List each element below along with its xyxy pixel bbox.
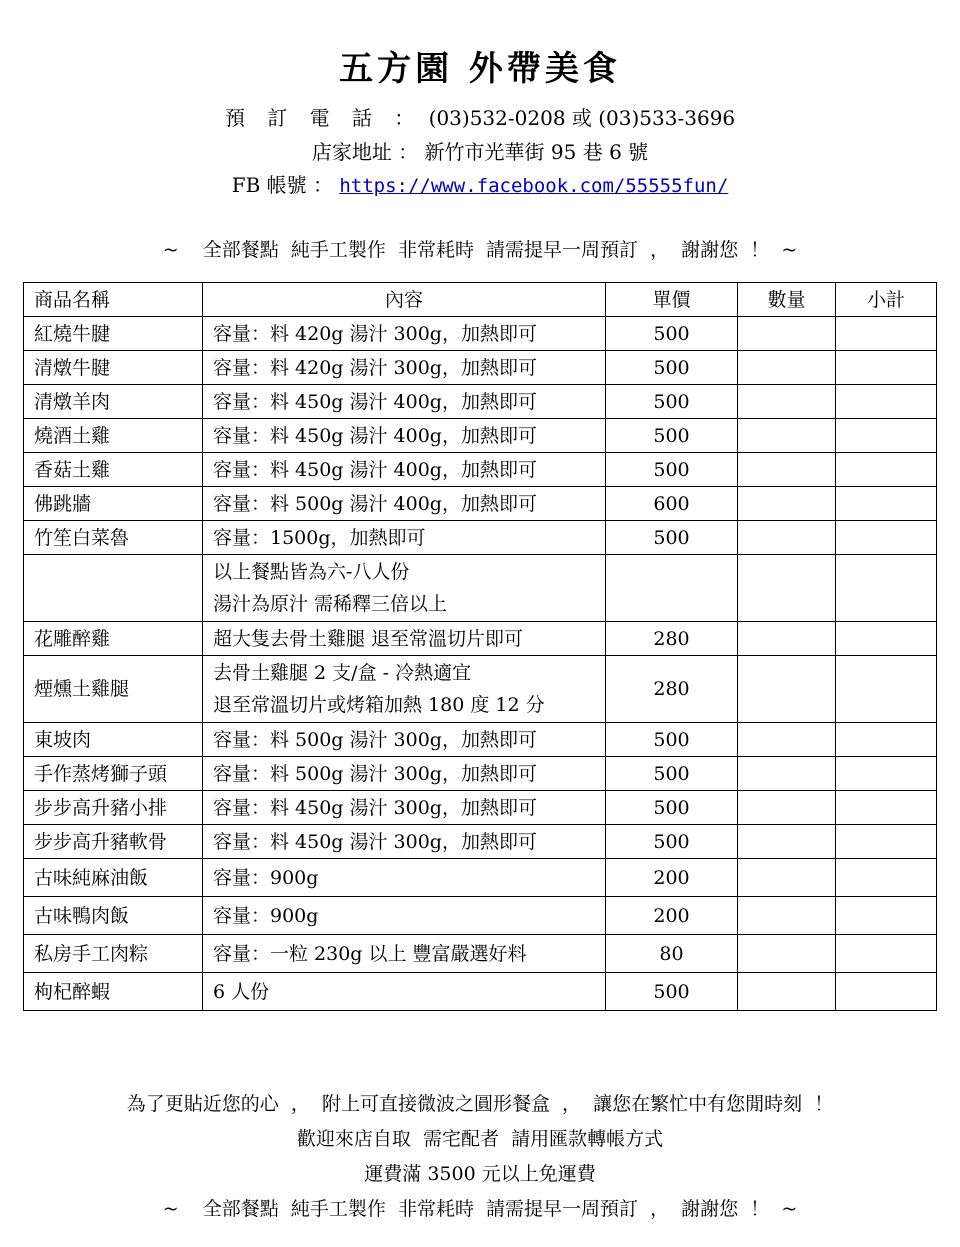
item-subtotal-cell xyxy=(836,622,937,656)
item-content-line: 容量：料 500g 湯汁 300g，加熱即可 xyxy=(213,762,537,785)
table-row xyxy=(24,825,937,859)
item-price-cell: 500 xyxy=(606,973,738,1011)
item-price-cell xyxy=(606,555,738,622)
item-content-cell xyxy=(203,859,606,897)
item-content-line: 退至常溫切片或烤箱加熱 180 度 12 分 xyxy=(213,694,545,716)
item-quantity-cell[interactable] xyxy=(738,935,836,973)
item-content-cell xyxy=(203,453,606,487)
item-name-cell: 步步高升豬小排 xyxy=(24,791,203,825)
table-row xyxy=(24,419,937,453)
item-subtotal-cell xyxy=(836,935,937,973)
item-price-cell: 280 xyxy=(606,622,738,656)
item-subtotal-cell xyxy=(836,897,937,935)
item-quantity-cell[interactable] xyxy=(738,419,836,453)
item-price-cell: 80 xyxy=(606,935,738,973)
item-price-cell: 500 xyxy=(606,757,738,791)
table-row xyxy=(24,453,937,487)
table-row xyxy=(24,351,937,385)
item-name-cell: 香菇土雞 xyxy=(24,453,203,487)
facebook-label: FB 帳號 ： xyxy=(231,173,333,197)
table-row xyxy=(24,723,937,757)
item-name-cell: 竹笙白菜魯 xyxy=(24,521,203,555)
item-content-cell xyxy=(203,791,606,825)
footer-notes xyxy=(0,1087,960,1227)
item-quantity-cell[interactable] xyxy=(738,723,836,757)
item-content-line: 容量：1500g，加熱即可 xyxy=(213,526,426,549)
address-label: 店家地址 ： xyxy=(311,140,419,164)
item-quantity-cell[interactable] xyxy=(738,825,836,859)
item-price-cell: 280 xyxy=(606,656,738,723)
item-content-line: 6 人份 xyxy=(213,980,270,1003)
item-content-cell xyxy=(203,622,606,656)
item-content-cell xyxy=(203,521,606,555)
item-name-cell: 步步高升豬軟骨 xyxy=(24,825,203,859)
item-name-cell: 手作蒸烤獅子頭 xyxy=(24,757,203,791)
item-content-line: 湯汁為原汁 需稀釋三倍以上 xyxy=(213,593,448,615)
item-content-line: 容量：料 500g 湯汁 400g，加熱即可 xyxy=(213,492,537,515)
column-header-name: 商品名稱 xyxy=(24,283,203,317)
item-subtotal-cell xyxy=(836,317,937,351)
item-subtotal-cell xyxy=(836,555,937,622)
item-quantity-cell[interactable] xyxy=(738,453,836,487)
item-quantity-cell[interactable] xyxy=(738,791,836,825)
item-name-cell: 煙燻土雞腿 xyxy=(24,656,203,723)
item-quantity-cell[interactable] xyxy=(738,622,836,656)
page-title: 五方園 外帶美食 xyxy=(339,49,621,89)
item-content-line: 容量：料 420g 湯汁 300g，加熱即可 xyxy=(213,322,537,345)
item-content-line: 去骨土雞腿 2 支/盒 - 冷熱適宜 xyxy=(213,662,472,684)
item-name-cell: 佛跳牆 xyxy=(24,487,203,521)
item-content-cell xyxy=(203,555,606,622)
item-content-cell xyxy=(203,317,606,351)
phone-label: 預 訂 電 話 ： xyxy=(224,106,423,130)
address-text: 新竹市光華街 95 巷 6 號 xyxy=(424,140,649,164)
item-content-line: 容量：料 500g 湯汁 300g，加熱即可 xyxy=(213,728,537,751)
item-content-cell xyxy=(203,825,606,859)
item-subtotal-cell xyxy=(836,453,937,487)
item-subtotal-cell xyxy=(836,419,937,453)
item-content-cell xyxy=(203,419,606,453)
item-content-line: 容量：900g xyxy=(213,866,319,889)
table-row xyxy=(24,317,937,351)
item-content-line: 容量：一粒 230g 以上 豐富嚴選好料 xyxy=(213,942,527,965)
item-content-line: 容量：料 450g 湯汁 400g，加熱即可 xyxy=(213,424,537,447)
item-quantity-cell[interactable] xyxy=(738,351,836,385)
menu-table-body xyxy=(24,317,937,1011)
menu-table xyxy=(23,282,937,1011)
item-content-cell xyxy=(203,351,606,385)
column-header-content: 內容 xyxy=(203,283,606,317)
item-price-cell: 500 xyxy=(606,825,738,859)
phone-numbers: (03)532-0208 或 (03)533-3696 xyxy=(428,106,736,130)
item-subtotal-cell xyxy=(836,859,937,897)
table-header-row xyxy=(24,283,937,317)
item-subtotal-cell xyxy=(836,723,937,757)
item-quantity-cell[interactable] xyxy=(738,317,836,351)
item-name-cell: 古味鴨肉飯 xyxy=(24,897,203,935)
item-subtotal-cell xyxy=(836,973,937,1011)
item-name-cell: 清燉羊肉 xyxy=(24,385,203,419)
facebook-link[interactable]: https://www.facebook.com/55555fun/ xyxy=(339,175,729,197)
item-price-cell: 200 xyxy=(606,859,738,897)
item-price-cell: 600 xyxy=(606,487,738,521)
item-name-cell: 紅燒牛腱 xyxy=(24,317,203,351)
item-quantity-cell[interactable] xyxy=(738,897,836,935)
facebook-line xyxy=(0,171,960,200)
item-quantity-cell[interactable] xyxy=(738,521,836,555)
item-price-cell: 200 xyxy=(606,897,738,935)
item-content-cell xyxy=(203,935,606,973)
table-row xyxy=(24,656,937,723)
item-quantity-cell[interactable] xyxy=(738,757,836,791)
item-content-line: 容量：料 450g 湯汁 300g，加熱即可 xyxy=(213,796,537,819)
table-row xyxy=(24,935,937,973)
item-content-cell xyxy=(203,973,606,1011)
item-content-cell xyxy=(203,385,606,419)
item-name-cell: 清燉牛腱 xyxy=(24,351,203,385)
item-subtotal-cell xyxy=(836,351,937,385)
item-subtotal-cell xyxy=(836,825,937,859)
item-name-cell: 東坡肉 xyxy=(24,723,203,757)
item-content-line: 容量：料 450g 湯汁 300g，加熱即可 xyxy=(213,830,537,853)
item-name-cell: 花雕醉雞 xyxy=(24,622,203,656)
item-price-cell: 500 xyxy=(606,385,738,419)
item-name-cell xyxy=(24,555,203,622)
item-price-cell: 500 xyxy=(606,791,738,825)
item-content-cell xyxy=(203,757,606,791)
table-row xyxy=(24,757,937,791)
item-name-cell: 私房手工肉粽 xyxy=(24,935,203,973)
table-row xyxy=(24,487,937,521)
table-row xyxy=(24,897,937,935)
item-quantity-cell[interactable] xyxy=(738,385,836,419)
item-subtotal-cell xyxy=(836,757,937,791)
footer-line-3: 運費滿 3500 元以上免運費 xyxy=(364,1163,596,1185)
item-content-line: 容量：900g xyxy=(213,904,319,927)
item-content-line: 容量：料 450g 湯汁 400g，加熱即可 xyxy=(213,458,537,481)
item-quantity-cell[interactable] xyxy=(738,656,836,723)
item-name-cell: 枸杞醉蝦 xyxy=(24,973,203,1011)
item-subtotal-cell xyxy=(836,791,937,825)
footer-line-4: ~ 全部餐點 純手工製作 非常耗時 請需提早一周預訂 ， 謝謝您 ！ ~ xyxy=(162,1198,798,1220)
item-subtotal-cell xyxy=(836,487,937,521)
item-content-cell xyxy=(203,897,606,935)
footer-line-1: 為了更貼近您的心 ， 附上可直接微波之圓形餐盒 ， 讓您在繁忙中有您閒時刻 ！ xyxy=(126,1093,834,1115)
item-subtotal-cell xyxy=(836,385,937,419)
item-content-line: 容量：料 420g 湯汁 300g，加熱即可 xyxy=(213,356,537,379)
item-quantity-cell[interactable] xyxy=(738,555,836,622)
table-row xyxy=(24,385,937,419)
table-row xyxy=(24,521,937,555)
item-name-cell: 古味純麻油飯 xyxy=(24,859,203,897)
table-row xyxy=(24,859,937,897)
item-subtotal-cell xyxy=(836,656,937,723)
footer-line-2: 歡迎來店自取 需宅配者 請用匯款轉帳方式 xyxy=(296,1128,664,1150)
item-name-cell: 燒酒土雞 xyxy=(24,419,203,453)
item-content-line: 超大隻去骨土雞腿 退至常溫切片即可 xyxy=(213,627,524,650)
address-line xyxy=(0,138,960,166)
table-row xyxy=(24,791,937,825)
item-subtotal-cell xyxy=(836,521,937,555)
item-quantity-cell[interactable] xyxy=(738,487,836,521)
item-content-line: 容量：料 450g 湯汁 400g，加熱即可 xyxy=(213,390,537,413)
item-price-cell: 500 xyxy=(606,317,738,351)
item-price-cell: 500 xyxy=(606,453,738,487)
item-content-line: 以上餐點皆為六-八人份 xyxy=(213,561,410,583)
item-content-cell xyxy=(203,723,606,757)
column-header-subtotal: 小計 xyxy=(836,283,937,317)
item-price-cell: 500 xyxy=(606,723,738,757)
item-price-cell: 500 xyxy=(606,351,738,385)
item-content-cell xyxy=(203,487,606,521)
item-price-cell: 500 xyxy=(606,419,738,453)
phone-line xyxy=(0,104,960,132)
column-header-price: 單價 xyxy=(606,283,738,317)
table-row xyxy=(24,973,937,1011)
column-header-quantity: 數量 xyxy=(738,283,836,317)
table-row xyxy=(24,622,937,656)
item-quantity-cell[interactable] xyxy=(738,973,836,1011)
item-price-cell: 500 xyxy=(606,521,738,555)
preorder-notice: ~ 全部餐點 純手工製作 非常耗時 請需提早一周預訂 ， 謝謝您 ！ ~ xyxy=(162,239,798,261)
item-content-cell xyxy=(203,656,606,723)
table-row xyxy=(24,555,937,622)
item-quantity-cell[interactable] xyxy=(738,859,836,897)
